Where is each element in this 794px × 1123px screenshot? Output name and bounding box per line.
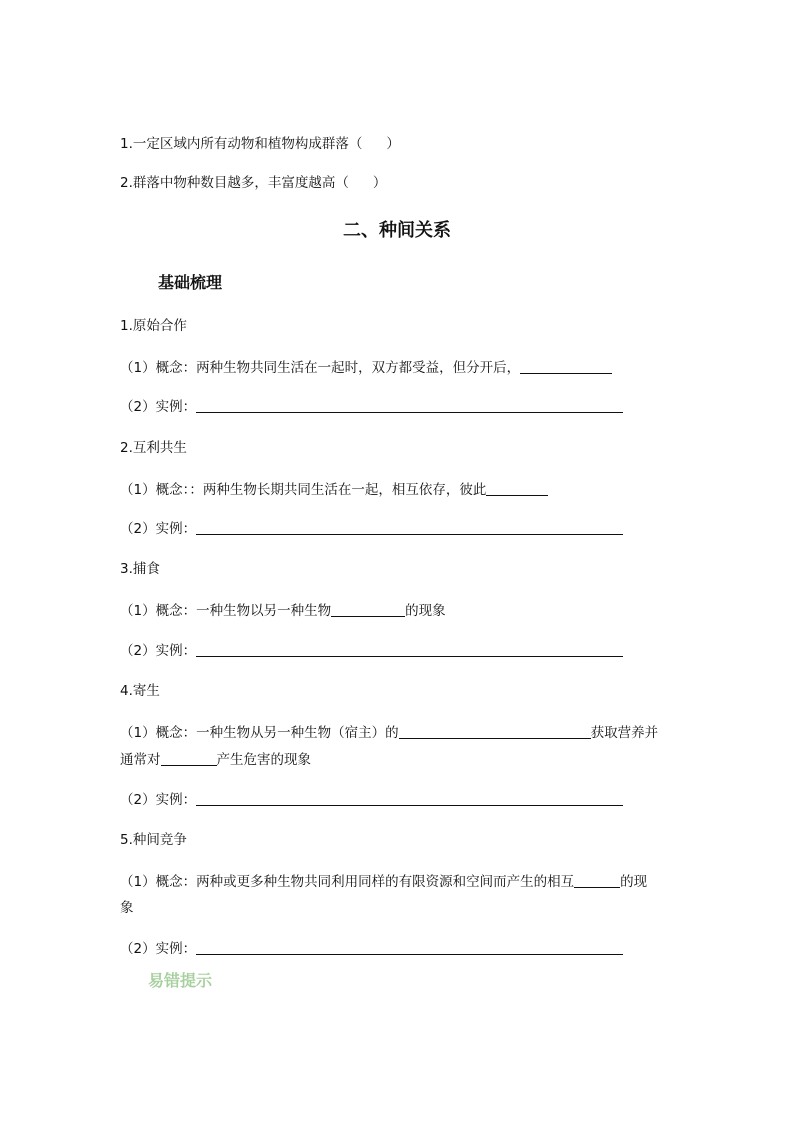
example-line-2: （2）实例：: [120, 520, 623, 537]
blank-underline: [161, 751, 217, 766]
blank-underline: [520, 359, 612, 374]
example-line-1: （2）实例：: [120, 398, 623, 415]
judgement-question-2: 2.群落中物种数目越多，丰富度越高（ ）: [120, 175, 387, 191]
example-line-4: （2）实例：: [120, 791, 623, 808]
section-heading-4: 4.寄生: [120, 683, 160, 699]
concept-line-1: （1）概念：两种生物共同生活在一起时，双方都受益，但分开后，: [120, 359, 612, 376]
blank-underline: [399, 724, 591, 739]
blank-underline: [196, 791, 623, 806]
concept-line-2: （1）概念：：两种生物长期共同生活在一起，相互依存，彼此: [120, 481, 548, 498]
blank-underline: [486, 481, 548, 496]
section-heading-2: 2.互利共生: [120, 440, 187, 456]
blank-underline: [196, 520, 623, 535]
section-title: 二、种间关系: [343, 220, 451, 241]
concept-line-4: （1）概念：一种生物从另一种生物（宿主）的 获取营养并: [120, 725, 659, 741]
tip-title: 易错提示: [148, 971, 213, 990]
blank-underline: [574, 873, 620, 888]
judgement-question-1: 1.一定区域内所有动物和植物构成群落（ ）: [120, 136, 400, 152]
concept-line-5-cont: 象: [120, 900, 134, 916]
example-line-5: （2）实例：: [120, 940, 623, 957]
example-line-3: （2）实例：: [120, 642, 623, 659]
sub-title: 基础梳理: [158, 273, 223, 292]
section-heading-3: 3.捕食: [120, 561, 160, 577]
blank-underline: [196, 940, 623, 955]
section-heading-5: 5.种间竞争: [120, 832, 187, 848]
blank-underline: [196, 642, 623, 657]
section-heading-1: 1.原始合作: [120, 318, 187, 334]
blank-underline: [331, 602, 405, 617]
concept-line-4-cont: 通常对 产生危害的现象: [120, 752, 311, 768]
concept-line-3: （1）概念：一种生物以另一种生物 的现象: [120, 603, 446, 619]
concept-line-5: （1）概念：两种或更多种生物共同利用同样的有限资源和空间而产生的相互 的现: [120, 874, 648, 890]
blank-underline: [196, 398, 623, 413]
